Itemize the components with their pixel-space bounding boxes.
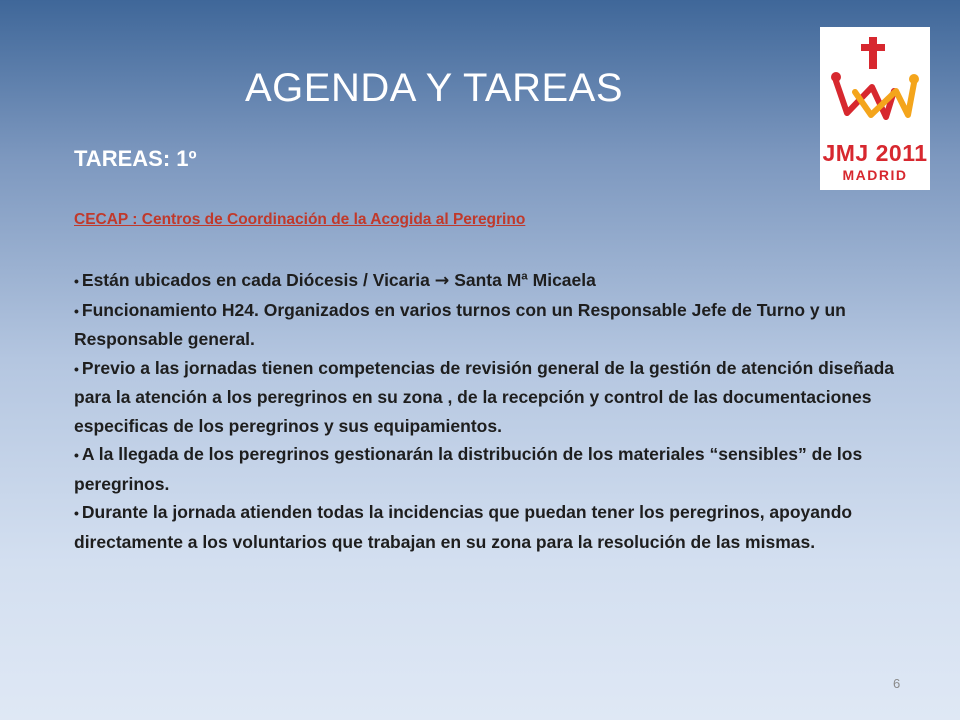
bullet-text: Están ubicados en cada Diócesis / Vicaria	[81, 270, 435, 290]
page-number: 6	[893, 676, 901, 691]
logo-line2: MADRID	[842, 167, 908, 183]
bullet-marker: •	[74, 447, 79, 463]
bullet-text: A la llegada de los peregrinos gestionarán la distribución de los materiales “sensibles” de los peregrinos.	[74, 444, 863, 494]
bullet-item	[74, 440, 914, 498]
logo-line1: JMJ 2011	[822, 140, 928, 166]
bullet-text: Funcionamiento H24. Organizados en varios turnos con un Responsable Jefe de Turno y un Responsable general.	[74, 299, 846, 349]
jmj-cross-crown-icon	[820, 27, 930, 190]
bullet-item	[74, 498, 914, 556]
bullet-text: Previo a las jornadas tienen competencias de revisión general de la gestión de atención diseñada para la atención a los peregrinos en su zona , de la recepción y control de las documentaciones especificas de los peregrinos y sus equipamientos.	[74, 357, 894, 436]
bullet-marker: •	[74, 302, 79, 319]
bullet-text: Santa Mª Micaela	[449, 270, 596, 290]
bullet-item	[74, 296, 914, 354]
bullet-text: Durante la jornada atienden todas la incidencias que puedan tener los peregrinos, apoyando directamente a los voluntarios que trabajan en su zona para la resolución de las mismas.	[74, 502, 853, 552]
section-subtitle: TAREAS: 1º	[74, 146, 197, 171]
bullet-marker: •	[74, 273, 79, 289]
jmj-2011-logo	[820, 27, 930, 190]
bullet-item	[74, 266, 914, 296]
bullet-marker: •	[74, 505, 79, 521]
bullet-marker: •	[74, 360, 79, 377]
bullet-item	[74, 354, 914, 441]
slide-title: AGENDA Y TAREAS	[245, 66, 624, 110]
cecap-heading: CECAP : Centros de Coordinación de la Acogida al Peregrino	[74, 211, 526, 228]
arrow-right-icon: →	[434, 271, 450, 291]
task-bullet-list	[74, 266, 914, 556]
